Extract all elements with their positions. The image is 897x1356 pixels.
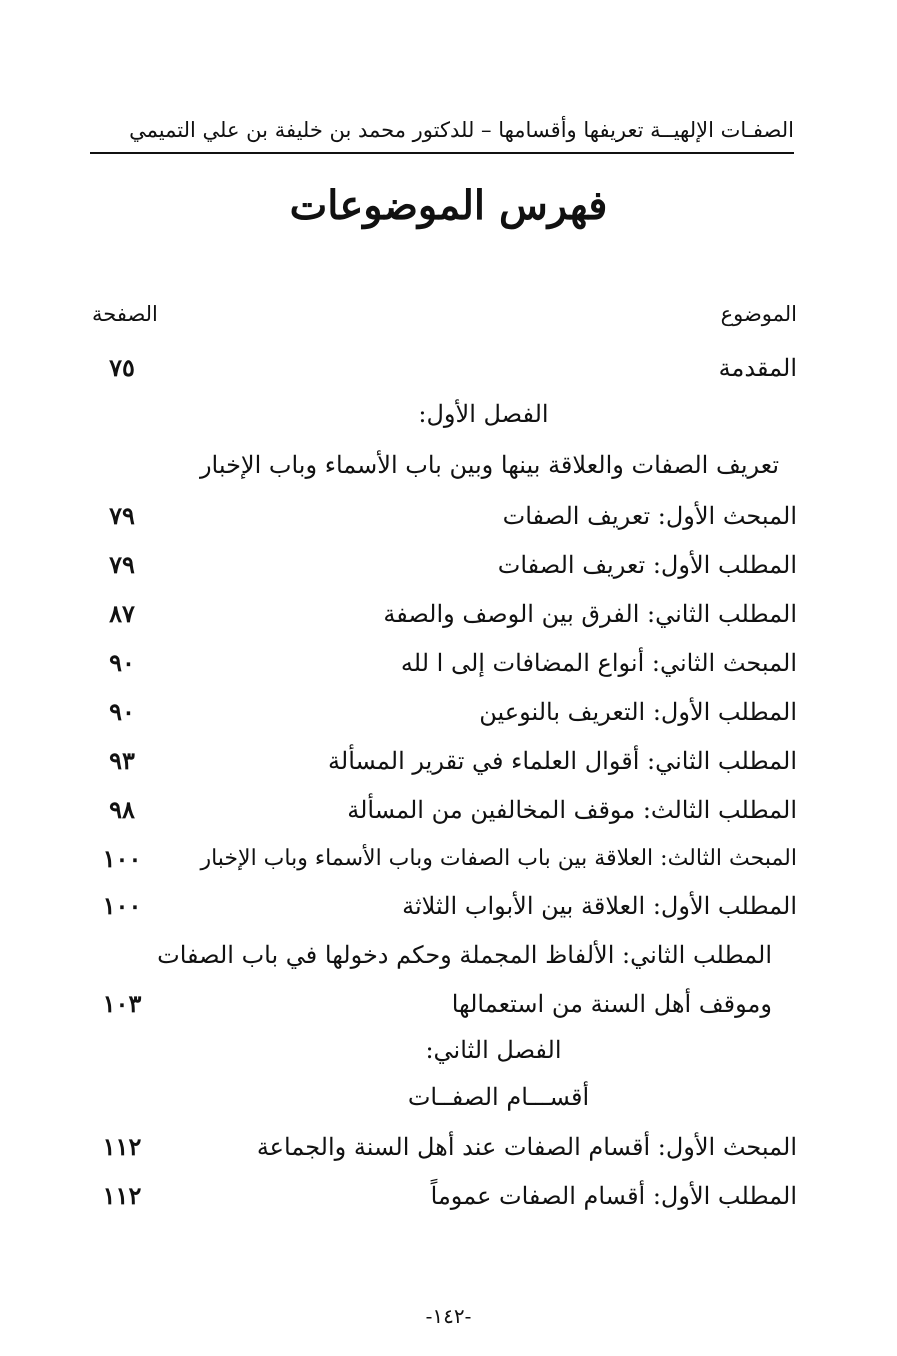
toc-entry-multiline-first [92,935,797,975]
chapter-label: الفصل الثاني: [425,1036,562,1064]
chapter-subtitle-text: أقســـام الصفــات [407,1083,590,1111]
column-header-topic: الموضوع [720,302,797,326]
toc-entry [92,839,797,879]
toc-entry-text: المطلب الثاني: أقوال العلماء في تقرير المسألة [328,747,797,775]
chapter-subtitle [0,1083,897,1111]
toc-entry [92,545,797,585]
chapter-label: الفصل الأول: [418,400,549,428]
toc-entry [92,790,797,830]
page-number: -١٤٢- [425,1304,472,1328]
toc-entry-page: ٧٥ [109,353,135,382]
toc-entry-page: ١٠٠ [102,844,142,873]
toc-entry-page: ٩٨ [109,795,135,824]
toc-entry-text: المبحث الأول: تعريف الصفات [502,502,797,530]
chapter-subtitle [92,445,797,485]
toc-entry-text: المطلب الأول: تعريف الصفات [497,551,797,579]
toc-entry-page: ١٠٠ [102,891,142,920]
toc-entry-page: ٩٠ [109,697,135,726]
toc-entry [92,1176,797,1216]
chapter-subtitle-text: تعريف الصفات والعلاقة بينها وبين باب الأسماء وباب الإخبار [199,451,779,479]
header-divider [90,152,794,154]
toc-entry [92,496,797,536]
toc-entry-text: وموقف أهل السنة من استعمالها [451,990,772,1018]
toc-entry [92,348,797,388]
toc-entry [92,594,797,634]
toc-entry [92,886,797,926]
toc-entry-text: المبحث الثالث: العلاقة بين باب الصفات وباب الأسماء وباب الإخبار [200,846,797,871]
toc-entry [92,984,797,1024]
toc-entry-page: ١٠٣ [102,989,142,1018]
running-header: الصفـات الإلهيــة تعريفها وأقسامها – للدكتور محمد بن خليفة بن علي التميمي [129,118,794,142]
chapter-heading [0,1036,897,1064]
toc-entry-page: ٧٩ [109,501,135,530]
toc-entry-text: المطلب الأول: التعريف بالنوعين [479,698,797,726]
toc-entry-page: ١١٢ [102,1181,142,1210]
toc-entry-page: ٨٧ [109,599,135,628]
toc-entry-text: المطلب الثالث: موقف المخالفين من المسألة [347,796,797,824]
toc-entry [92,741,797,781]
column-header-page: الصفحة [92,302,158,326]
toc-entry-text: المطلب الثاني: الألفاظ المجملة وحكم دخولها في باب الصفات [157,941,772,969]
page-title: فهرس الموضوعات [289,182,608,229]
toc-entry-page: ٩٣ [109,746,135,775]
toc-entry-text: المطلب الأول: أقسام الصفات عموماً [430,1182,797,1210]
toc-entry-text: المطلب الثاني: الفرق بين الوصف والصفة [383,600,797,628]
toc-entry-page: ١١٢ [102,1132,142,1161]
toc-entry-page: ٧٩ [109,550,135,579]
toc-entry-text: المبحث الأول: أقسام الصفات عند أهل السنة والجماعة [256,1133,797,1161]
toc-entry-page: ٩٠ [109,648,135,677]
toc-entry-text: المطلب الأول: العلاقة بين الأبواب الثلاثة [402,892,797,920]
chapter-heading [0,400,897,428]
toc-entry [92,643,797,683]
toc-entry-text: المبحث الثاني: أنواع المضافات إلى ا لله [400,649,797,677]
toc-entry-text: المقدمة [718,354,797,382]
toc-entry [92,692,797,732]
toc-entry [92,1127,797,1167]
